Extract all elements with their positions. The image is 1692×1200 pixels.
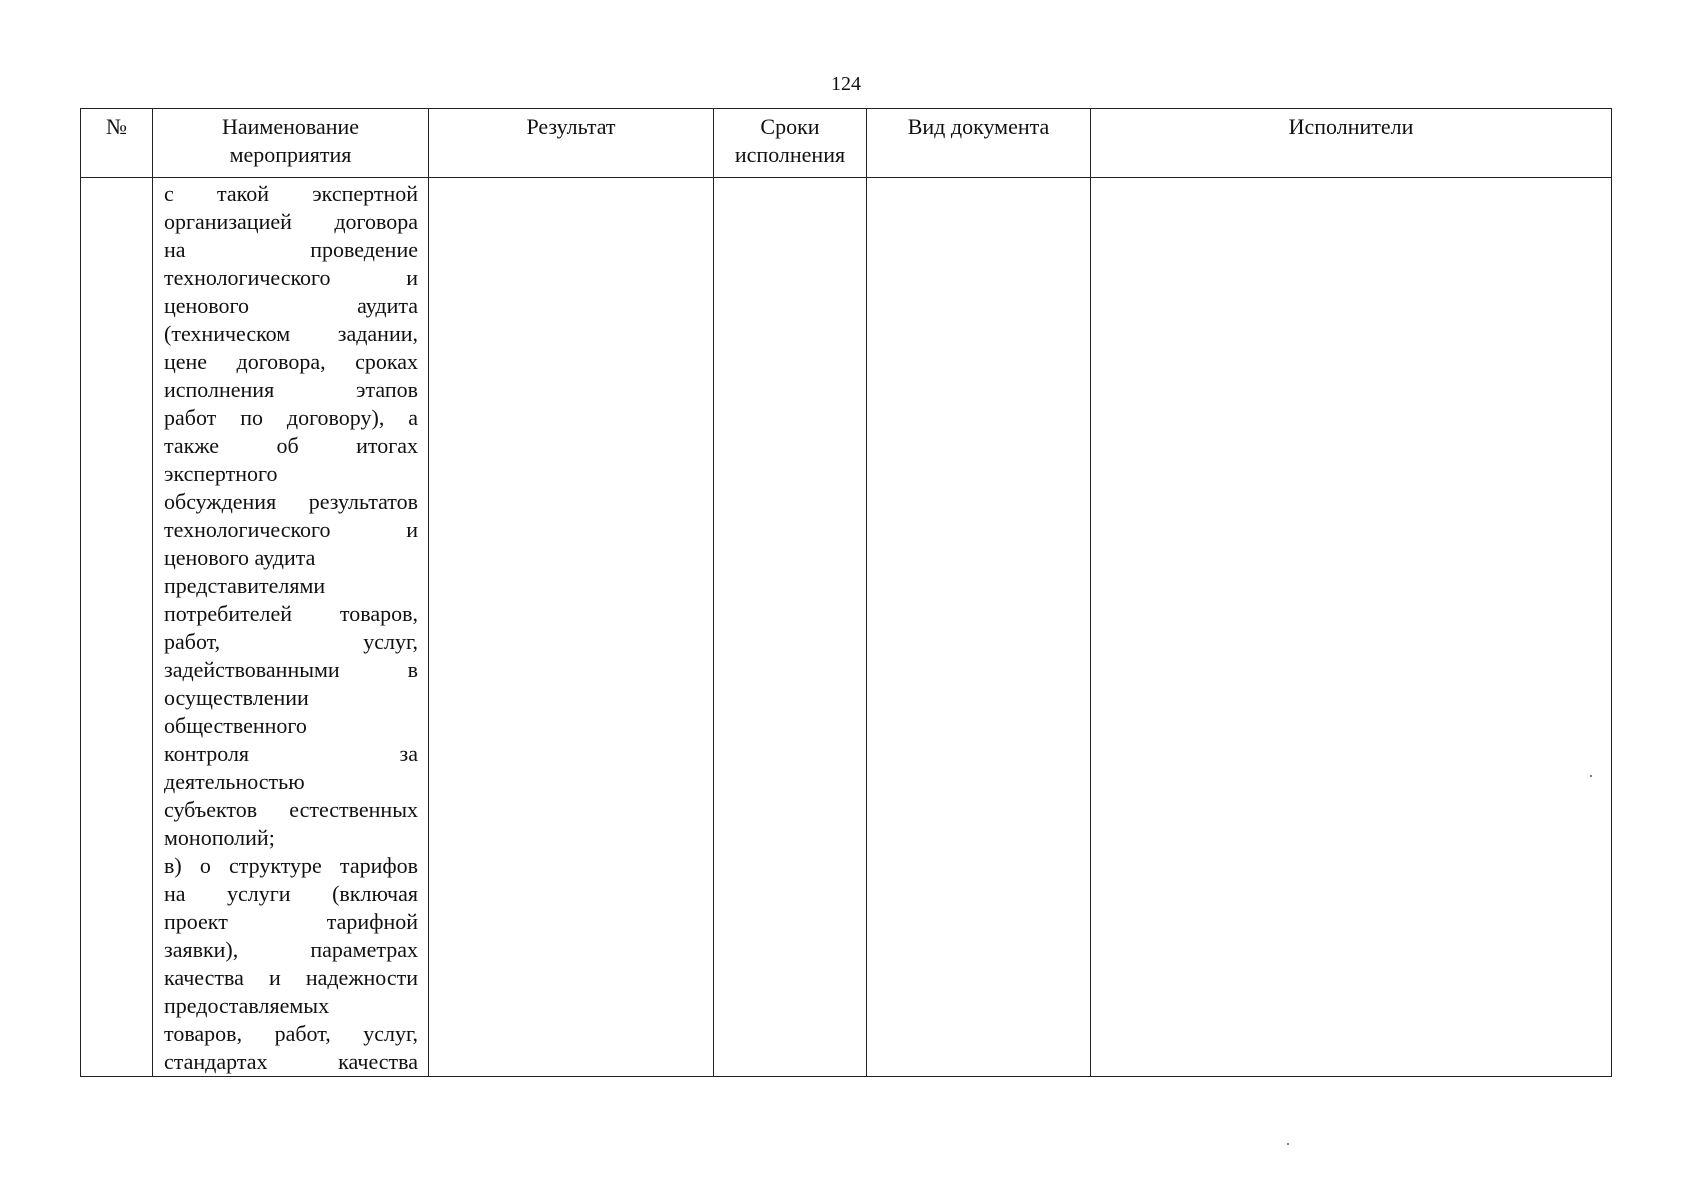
name-text-line: на проведение bbox=[164, 237, 418, 262]
name-text-line: (техническом задании, bbox=[164, 321, 418, 346]
row-term-cell bbox=[714, 178, 867, 1077]
name-text-line: в) о структуре тарифов bbox=[164, 853, 418, 878]
name-text-line: стандартах качества bbox=[164, 1049, 418, 1074]
header-document-type bbox=[867, 109, 1091, 178]
scan-speck bbox=[1590, 775, 1592, 777]
header-result-label: Результат bbox=[526, 114, 616, 139]
row-name-cell bbox=[153, 178, 429, 1077]
name-text-line: товаров, работ, услуг, bbox=[164, 1021, 418, 1046]
page-number: 124 bbox=[831, 73, 861, 95]
header-term-line-2: исполнения bbox=[734, 142, 846, 167]
header-name bbox=[153, 109, 429, 178]
row-number-cell bbox=[81, 178, 153, 1077]
name-text-line: цене договора, сроках bbox=[164, 349, 418, 374]
header-number-label: № bbox=[106, 114, 127, 139]
row-executors-cell bbox=[1091, 178, 1612, 1077]
name-text-line: обсуждения результатов bbox=[164, 489, 418, 514]
name-text-line: экспертного bbox=[164, 461, 278, 486]
name-text-line: технологического и bbox=[164, 517, 418, 542]
name-text-line: также об итогах bbox=[164, 433, 418, 458]
name-text-line: исполнения этапов bbox=[164, 377, 418, 402]
name-text-line: предоставляемых bbox=[164, 993, 330, 1018]
name-text-line: проект тарифной bbox=[164, 909, 418, 934]
row-result-cell bbox=[429, 178, 714, 1077]
name-text-line: работ по договору), а bbox=[164, 405, 418, 430]
name-text-line: организацией договора bbox=[164, 209, 418, 234]
name-text-line: монополий; bbox=[164, 825, 275, 850]
header-name-line-1: Наименование bbox=[221, 114, 360, 139]
name-text-line: работ, услуг, bbox=[164, 629, 418, 654]
scan-speck bbox=[1287, 1143, 1289, 1145]
name-text-line: на услуги (включая bbox=[164, 881, 418, 906]
header-executors-label: Исполнители bbox=[1288, 114, 1414, 139]
name-text-line: качества и надежности bbox=[164, 965, 418, 990]
name-text-line: с такой экспертной bbox=[164, 181, 418, 206]
header-result bbox=[429, 109, 714, 178]
measures-table bbox=[80, 108, 1612, 1077]
table-header-row bbox=[81, 109, 1612, 178]
header-term-line-1: Сроки bbox=[760, 114, 820, 139]
name-text-line: заявки), параметрах bbox=[164, 937, 418, 962]
header-name-line-2: мероприятия bbox=[229, 142, 352, 167]
name-text-line: технологического и bbox=[164, 265, 418, 290]
header-term bbox=[714, 109, 867, 178]
name-text-line: ценового аудита bbox=[164, 545, 316, 570]
name-text-line: субъектов естественных bbox=[164, 797, 418, 822]
name-text-line: осуществлении bbox=[164, 685, 309, 710]
row-document-type-cell bbox=[867, 178, 1091, 1077]
table-row bbox=[81, 178, 1612, 1077]
name-text-line: представителями bbox=[164, 573, 326, 598]
name-text-line: общественного bbox=[164, 713, 307, 738]
header-executors bbox=[1091, 109, 1612, 178]
name-text-line: потребителей товаров, bbox=[164, 601, 418, 626]
name-text-line: контроля за bbox=[164, 741, 418, 766]
name-text-line: деятельностью bbox=[164, 769, 305, 794]
header-number bbox=[81, 109, 153, 178]
name-text-line: ценового аудита bbox=[164, 293, 418, 318]
header-document-type-label: Вид документа bbox=[907, 114, 1050, 139]
name-text-line: задействованными в bbox=[164, 657, 418, 682]
